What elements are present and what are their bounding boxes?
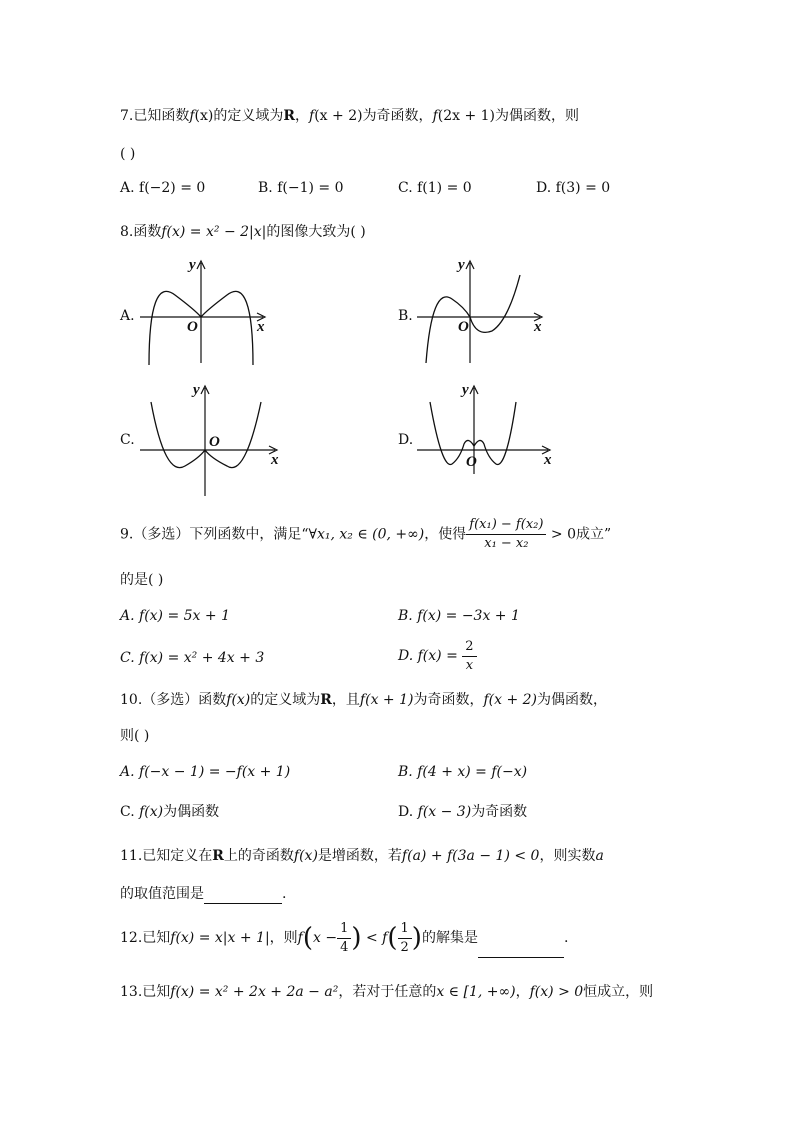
q7-answer-paren: ( ): [120, 146, 136, 162]
q8-option-c-label[interactable]: C.: [120, 432, 135, 448]
y-axis-label: y: [458, 257, 465, 273]
curve: [426, 275, 520, 363]
origin-label: O: [209, 434, 220, 450]
x-axis-label: x: [271, 452, 279, 468]
y-axis-label: y: [193, 382, 200, 398]
q10-option-c[interactable]: C. f(x)为偶函数: [120, 804, 220, 820]
q11-stem-end: 的取值范围是 .: [120, 886, 287, 902]
q9-option-d-fraction: $\frac{2}{x}$: [462, 638, 476, 675]
q13-stem: 13.已知f(x) = x² + 2x + 2a − a²，若对于任意的x ∈ [1, +∞)，f(x) > 0恒成立，则: [120, 984, 654, 1000]
curve: [151, 402, 261, 468]
q8-graph-d[interactable]: [412, 378, 562, 478]
q8-option-a-label[interactable]: A.: [120, 308, 135, 324]
q9-fraction: $\frac{\text{f(x₁) − f(x₂)}}{\text{x₁ − x₂}}$: [466, 516, 546, 553]
q10-option-b[interactable]: B. f(4 + x) = f(−x): [398, 764, 528, 780]
y-axis-label: y: [462, 382, 469, 398]
q8-option-b-label[interactable]: B.: [398, 308, 413, 324]
q12-answer-blank[interactable]: [478, 943, 564, 958]
x-axis-label: x: [544, 452, 552, 468]
q11-stem: 11.已知定义在R上的奇函数f(x)是增函数，若f(a) + f(3a − 1) < 0，则实数a: [120, 848, 604, 864]
q12-stem: 12.已知f(x) = x|x + 1|，则f(x − $\frac{1}{4}$ ) < f( $\frac{1}{2}$ )的解集是 .: [120, 918, 568, 958]
origin-label: O: [458, 319, 469, 335]
q9-stem: 9.（多选）下列函数中，满足“∀x₁, x₂ ∈ (0, +∞)，使得 $\frac{\text{f(x₁) − f(x₂)}}{\text{x₁ − x₂}}$ > 0成立”: [120, 517, 612, 551]
q10-option-a[interactable]: A. f(−x − 1) = −f(x + 1): [120, 764, 291, 780]
q8-graph-a[interactable]: [135, 255, 275, 367]
origin-label: O: [187, 319, 198, 335]
q11-answer-blank[interactable]: [204, 889, 282, 904]
q7-option-b[interactable]: B. f(−1) = 0: [258, 180, 344, 196]
q12-fraction-half: $\frac{1}{2}$: [398, 920, 412, 957]
origin-label: O: [466, 454, 477, 470]
q10-stem: 10.（多选）函数f(x)的定义域为R，且f(x + 1)为奇函数，f(x + 2)为偶函数，: [120, 692, 608, 708]
q9-option-b[interactable]: B. f(x) = −3x + 1: [398, 608, 520, 624]
x-axis-label: x: [257, 319, 265, 335]
q7-option-a[interactable]: A. f(−2) = 0: [120, 180, 206, 196]
q9-option-a[interactable]: A. f(x) = 5x + 1: [120, 608, 230, 624]
q9-option-d[interactable]: D. f(x) = $\frac{2}{x}$: [398, 636, 477, 676]
q8-graph-b[interactable]: [412, 255, 552, 367]
q7-option-d[interactable]: D. f(3) = 0: [536, 180, 611, 196]
q7-option-c[interactable]: C. f(1) = 0: [398, 180, 472, 196]
q10-option-d[interactable]: D. f(x − 3)为奇函数: [398, 804, 528, 820]
q8-graph-c[interactable]: [135, 378, 285, 498]
q10-stem-end: 则( ): [120, 728, 150, 744]
q12-fraction-quarter: $\frac{1}{4}$: [337, 920, 351, 957]
q7-stem: 7.已知函数f(x)的定义域为R，f(x + 2)为奇函数，f(2x + 1)为偶函数，则: [120, 108, 580, 124]
x-axis-label: x: [534, 319, 542, 335]
q9-option-c[interactable]: C. f(x) = x² + 4x + 3: [120, 650, 265, 666]
q8-stem: 8.函数f(x) = x² − 2|x|的图像大致为( ): [120, 224, 366, 240]
y-axis-label: y: [189, 257, 196, 273]
q8-option-d-label[interactable]: D.: [398, 432, 414, 448]
q9-stem-end: 的是( ): [120, 572, 164, 588]
